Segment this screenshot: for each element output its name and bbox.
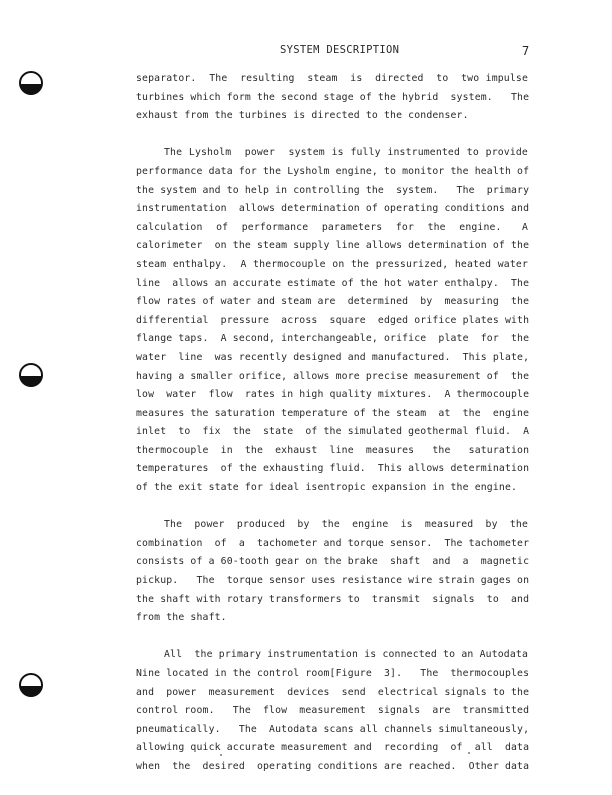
text-line: performance data for the Lysholm engine, to monitor the health of <box>136 165 530 177</box>
paragraph <box>136 144 528 497</box>
text-line: control room. The flow measurement signals are transmitted <box>136 705 530 717</box>
paragraph <box>136 646 528 776</box>
text-line: pickup. The torque sensor uses resistance wire strain gages on <box>136 575 530 587</box>
text-line: The power produced by the engine is measured by the <box>164 519 528 531</box>
text-line: instrumentation allows determination of operating conditions and <box>136 203 530 215</box>
text-line: when the desired operating conditions are reached. Other data <box>136 760 530 772</box>
text-line: separator. The resulting steam is directed to two impulse <box>136 73 528 84</box>
text-line: exhaust from the turbines is directed to the condenser. <box>136 110 469 122</box>
text-line: steam enthalpy. A thermocouple on the pressurized, heated water <box>136 258 528 270</box>
text-line: measures the saturation temperature of the steam at the engine <box>136 407 530 419</box>
text-line: flange taps. A second, interchangeable, orifice plate for the <box>136 333 530 345</box>
punch-hole-icon <box>18 70 44 96</box>
text-line: from the shaft. <box>136 612 227 624</box>
text-line: pneumatically. The Autodata scans all channels simultaneously, <box>136 723 530 735</box>
text-line: consists of a 60-tooth gear on the brake shaft and a magnetic <box>136 556 530 568</box>
text-line: and power measurement devices send electrical signals to the <box>136 686 530 698</box>
text-line: allowing quick accurate measurement and recording of all data <box>136 742 530 754</box>
text-line: calculation of performance parameters for the engine. A <box>136 221 528 233</box>
text-line: The Lysholm power system is fully instrumented to provide <box>164 147 528 159</box>
text-line: Nine located in the control room[Figure 3]. The thermocouples <box>136 668 530 679</box>
text-line: having a smaller orifice, allows more precise measurement of the <box>136 370 530 382</box>
punch-hole-icon <box>18 672 44 698</box>
text-line: thermocouple in the exhaust line measures the saturation <box>136 444 530 456</box>
text-line: the system and to help in controlling the system. The primary <box>136 184 530 196</box>
text-line: of the exit state for ideal isentropic expansion in the engine. <box>136 482 518 494</box>
page-number: 7 <box>522 44 530 58</box>
body-text <box>136 70 528 795</box>
text-line: inlet to fix the state of the simulated geothermal fluid. A <box>136 426 530 438</box>
text-line: combination of a tachometer and torque sensor. The tachometer <box>136 537 530 549</box>
text-line: flow rates of water and steam are determined by measuring the <box>136 296 530 308</box>
text-line: water line was recently designed and manufactured. This plate, <box>136 351 530 363</box>
text-line: calorimeter on the steam supply line allows determination of the <box>136 240 530 252</box>
paragraph <box>136 70 528 126</box>
text-line: line allows an accurate estimate of the hot water enthalpy. The <box>136 277 530 289</box>
header-title: SYSTEM DESCRIPTION <box>280 44 400 56</box>
text-line: temperatures of the exhausting fluid. This allows determination <box>136 463 530 475</box>
page-header <box>0 44 612 60</box>
text-line: turbines which form the second stage of the hybrid system. The <box>136 91 530 103</box>
text-line: All the primary instrumentation is connected to an Autodata <box>164 649 528 661</box>
paragraph <box>136 516 528 628</box>
punch-hole-icon <box>18 362 44 388</box>
text-line: the shaft with rotary transformers to transmit signals to and <box>136 593 530 605</box>
text-line: differential pressure across square edged orifice plates with <box>136 314 530 326</box>
text-line: low water flow rates in high quality mixtures. A thermocouple <box>136 389 530 401</box>
